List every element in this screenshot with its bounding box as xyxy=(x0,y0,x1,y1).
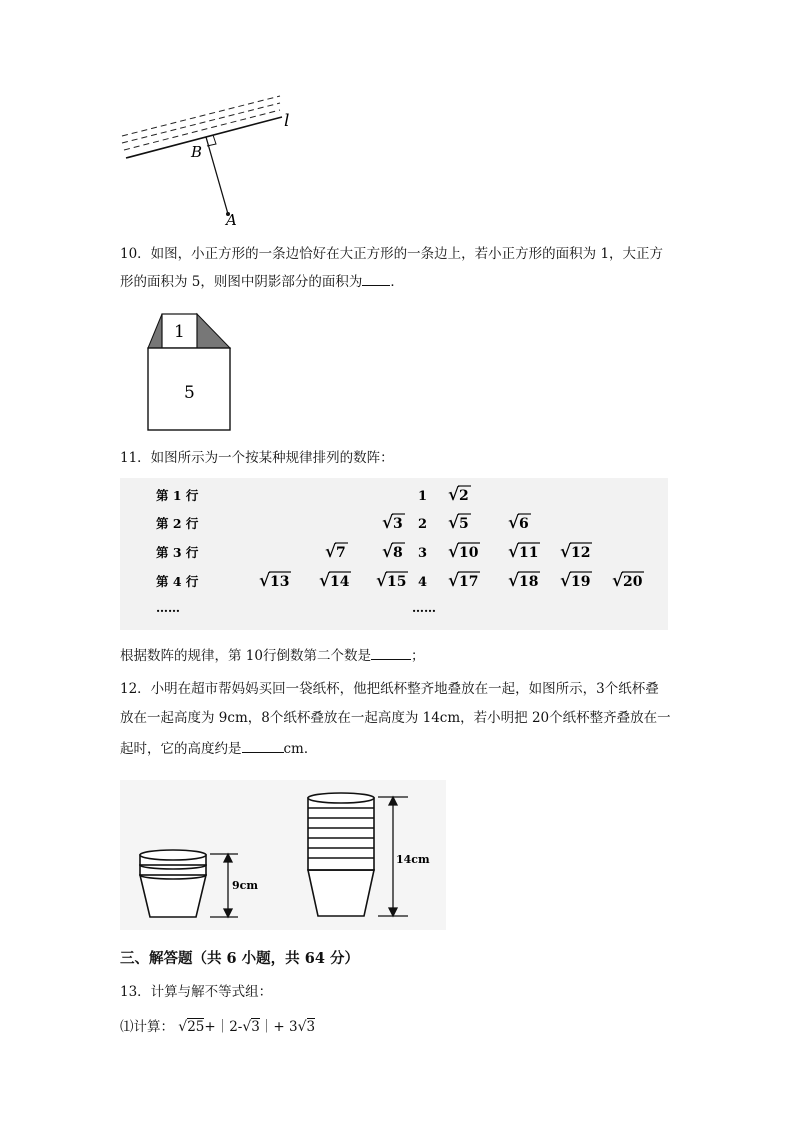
row-3-center: 3 xyxy=(418,546,428,561)
row-4-left-1-radicand: 13 xyxy=(270,574,290,590)
row-4-left-3-radicand: 15 xyxy=(387,574,407,590)
tall-height-label: 14cm xyxy=(396,853,430,866)
svg-text:√: √ xyxy=(560,542,572,562)
label-l: l xyxy=(284,111,290,131)
row-4-right-1-radicand: 17 xyxy=(459,574,479,590)
row-3-right-3-radicand: 12 xyxy=(571,545,591,561)
number-array xyxy=(120,478,668,630)
svg-text:√: √ xyxy=(448,571,460,591)
svg-text:√: √ xyxy=(448,485,460,505)
dashed-line-1 xyxy=(122,96,280,136)
big-square-label: 5 xyxy=(184,383,195,403)
q10-line2-text: 形的面积为 5，则图中阴影部分的面积为 xyxy=(120,274,363,290)
shaded-right-triangle xyxy=(197,314,230,348)
row-3-right-1-radicand: 10 xyxy=(459,545,479,561)
row-2-right-2-radicand: 6 xyxy=(519,516,529,532)
ellipsis-center: …… xyxy=(412,601,436,615)
row-2-right-2 xyxy=(508,513,531,533)
row-4-left-3 xyxy=(376,571,408,591)
row-4-right-1 xyxy=(448,571,480,591)
row-3-right-3 xyxy=(560,542,592,562)
svg-text:√: √ xyxy=(325,542,337,562)
row-3-left-2 xyxy=(382,542,405,562)
section3-heading: 三、解答题（共 6 小题，共 64 分） xyxy=(120,950,359,967)
squares-figure xyxy=(140,308,240,433)
q12-line3-text: 起时，它的高度约是 xyxy=(120,741,242,757)
short-stack-base xyxy=(140,875,206,917)
perpendicular-figure xyxy=(110,88,310,228)
short-cup-stack xyxy=(140,850,206,917)
q13-intro: 13．计算与解不等式组： xyxy=(120,984,273,1000)
line-l xyxy=(126,117,282,158)
q13-part1 xyxy=(120,1018,315,1036)
svg-text:√: √ xyxy=(508,571,520,591)
row-4-right-2 xyxy=(508,571,540,591)
row-2-center: 2 xyxy=(418,517,428,532)
label-a: A xyxy=(226,211,237,228)
svg-text:√: √ xyxy=(259,571,271,591)
svg-text:√: √ xyxy=(508,542,520,562)
segment-ab xyxy=(206,137,228,214)
row-4-right-3-radicand: 19 xyxy=(571,574,591,590)
row-4-center: 4 xyxy=(418,575,428,590)
svg-text:√: √ xyxy=(560,571,572,591)
tall-cup-stack xyxy=(308,793,374,916)
q12-answer-blank[interactable] xyxy=(242,740,284,753)
row-2-left-1-radicand: 3 xyxy=(393,516,403,532)
svg-text:√: √ xyxy=(376,571,388,591)
q10-line1: 10．如图，小正方形的一条边恰好在大正方形的一条边上，若小正方形的面积为 1，大正方 xyxy=(120,246,664,262)
small-square-label: 1 xyxy=(174,322,185,342)
svg-text:√: √ xyxy=(448,542,460,562)
row-4-label: 第 4 行 xyxy=(156,574,199,589)
cups-figure xyxy=(120,780,446,930)
q11-question-end: ； xyxy=(410,648,425,664)
row-2-label: 第 2 行 xyxy=(156,516,199,531)
row-4-left-2 xyxy=(319,571,351,591)
row-2-left-1 xyxy=(382,513,405,533)
row-1-right-1-radicand: 2 xyxy=(459,488,469,504)
row-4-right-4-radicand: 20 xyxy=(623,574,643,590)
row-1-center: 1 xyxy=(418,489,428,504)
q12-line3 xyxy=(120,740,317,758)
row-3-right-2-radicand: 11 xyxy=(519,545,539,561)
row-4-left-1 xyxy=(259,571,291,591)
svg-text:√: √ xyxy=(508,513,520,533)
sqrt-25: √25 xyxy=(178,1019,205,1035)
row-3-right-2 xyxy=(508,542,540,562)
q10-answer-blank[interactable] xyxy=(362,273,390,286)
row-1-right-1 xyxy=(448,485,471,505)
row-3-left-1-radicand: 7 xyxy=(336,545,346,561)
ellipsis-left: …… xyxy=(156,601,180,615)
q12-line1: 12．小明在超市帮妈妈买回一袋纸杯，他把纸杯整齐地叠放在一起，如图所示，3个纸杯叠 xyxy=(120,681,659,697)
tall-stack-base xyxy=(308,870,374,916)
q11-question xyxy=(120,647,424,665)
abs-close: ｜+ 3 xyxy=(259,1019,298,1035)
shaded-left-triangle xyxy=(148,314,162,348)
q10-line2-end: ． xyxy=(390,274,404,290)
q13-part1-label: ⑴计算： xyxy=(120,1019,174,1035)
q12-line2: 放在一起高度为 9cm，8个纸杯叠放在一起高度为 14cm，若小明把 20个纸杯整齐叠放在一 xyxy=(120,710,671,726)
row-3-left-1 xyxy=(325,542,348,562)
svg-text:√: √ xyxy=(448,513,460,533)
row-4-right-2-radicand: 18 xyxy=(519,574,539,590)
label-b: B xyxy=(191,143,203,161)
tall-stack-top-rim xyxy=(308,793,374,803)
short-height-label: 9cm xyxy=(232,879,258,892)
row-2-right-1 xyxy=(448,513,471,533)
row-3-left-2-radicand: 8 xyxy=(393,545,403,561)
q10-line2 xyxy=(120,273,404,291)
row-4-right-3 xyxy=(560,571,592,591)
svg-text:√: √ xyxy=(612,571,624,591)
row-4-left-2-radicand: 14 xyxy=(330,574,350,590)
row-2-right-1-radicand: 5 xyxy=(459,516,469,532)
q11-intro: 11．如图所示为一个按某种规律排列的数阵： xyxy=(120,450,394,466)
sqrt-3-b: √3 xyxy=(297,1019,316,1035)
q12-line3-end: cm． xyxy=(283,741,318,757)
q11-question-text: 根据数阵的规律，第 10行倒数第二个数是 xyxy=(120,648,371,664)
abs-open: +｜2- xyxy=(204,1019,243,1035)
row-4-right-4 xyxy=(612,571,644,591)
svg-text:√: √ xyxy=(382,513,394,533)
svg-text:√: √ xyxy=(319,571,331,591)
row-3-label: 第 3 行 xyxy=(156,545,199,560)
q11-answer-blank[interactable] xyxy=(371,647,411,660)
row-3-right-1 xyxy=(448,542,480,562)
short-stack-rim-1 xyxy=(140,850,206,860)
row-1-label: 第 1 行 xyxy=(156,488,199,503)
svg-text:√: √ xyxy=(382,542,394,562)
sqrt-3: √3 xyxy=(242,1019,260,1035)
